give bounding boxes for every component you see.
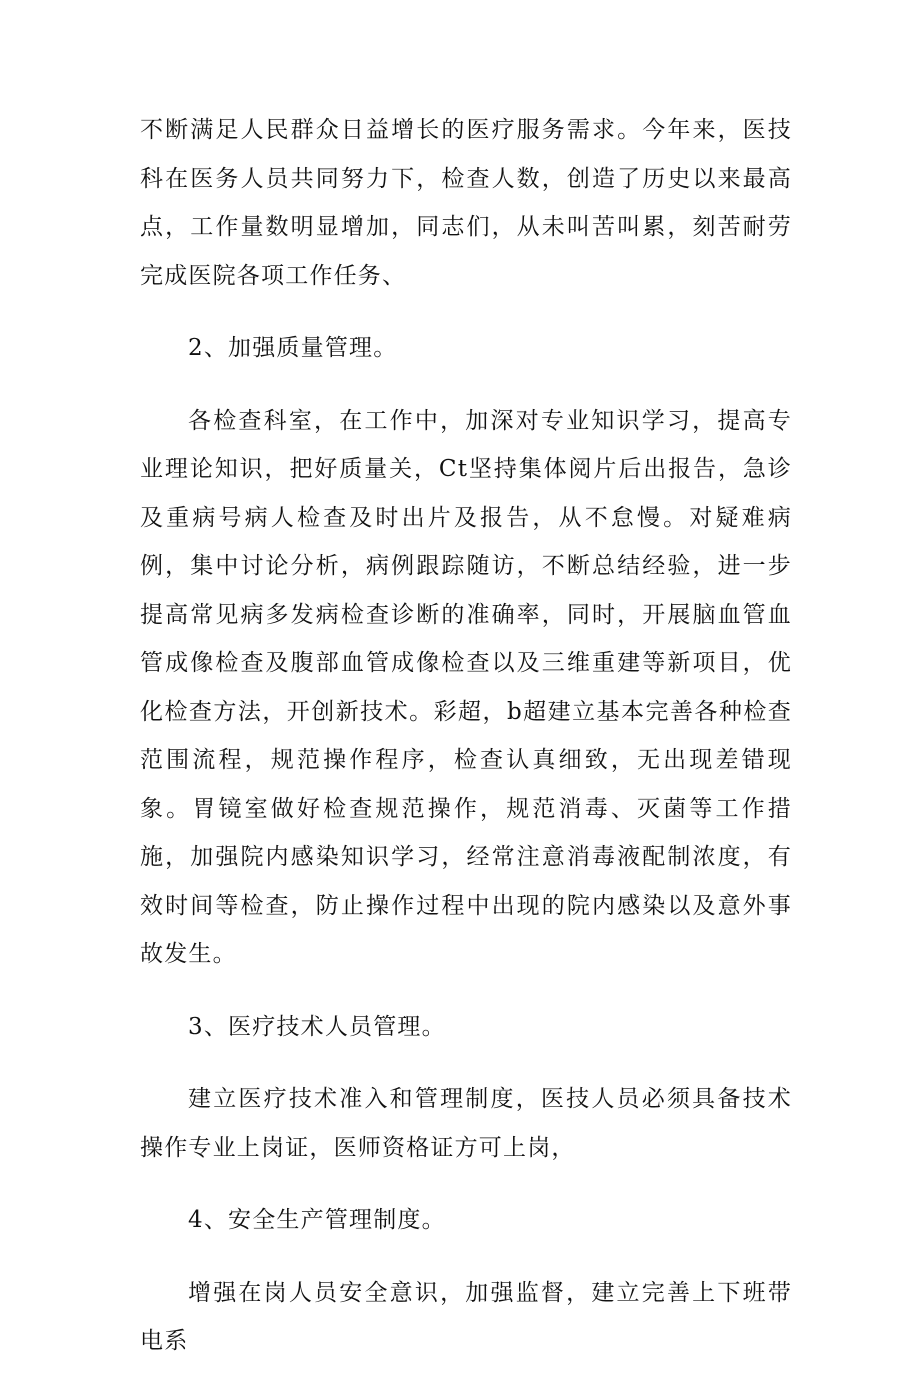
heading-technical-staff-management: 3、医疗技术人员管理。: [188, 1013, 446, 1040]
document-body: [140, 106, 792, 1390]
heading-quality-management: 2、加强质量管理。: [188, 335, 398, 361]
paragraph-technical-staff-management: 建立医疗技术准入和管理制度，医技人员必须具备技术操作专业上岗证，医师资格证方可上岗，: [140, 1086, 792, 1161]
paragraph-safety-production: 增强在岗人员安全意识，加强监督，建立完善上下班带电系: [140, 1279, 792, 1354]
paragraph-quality-management: 各检查科室，在工作中，加深对专业知识学习，提高专业理论知识，把好质量关，Ct坚持集体阅片后出报告，急诊及重病号病人检查及时出片及报告，从不怠慢。对疑难病例，集中讨论分析，病例跟踪随访，不断总结经验，进一步提高常见病多发病检查诊断的准确率，同时，开展脑血管血管成像检查及腹部血管成像检查以及三维重建等新项目，优化检查方法，开创新技术。彩超，b超建立基本完善各种检查范围流程，规范操作程序，检查认真细致，无出现差错现象。胃镜室做好检查规范操作，规范消毒、灭菌等工作措施，加强院内感染知识学习，经常注意消毒液配制浓度，有效时间等检查，防止操作过程中出现的院内感染以及意外事故发生。: [140, 407, 792, 967]
paragraph-service-demand: 不断满足人民群众日益增长的医疗服务需求。今年来，医技科在医务人员共同努力下，检查人数，创造了历史以来最高点，工作量数明显增加，同志们，从未叫苦叫累，刻苦耐劳完成医院各项工作任务、: [140, 117, 792, 289]
heading-safety-production: 4、安全生产管理制度。: [188, 1207, 446, 1233]
